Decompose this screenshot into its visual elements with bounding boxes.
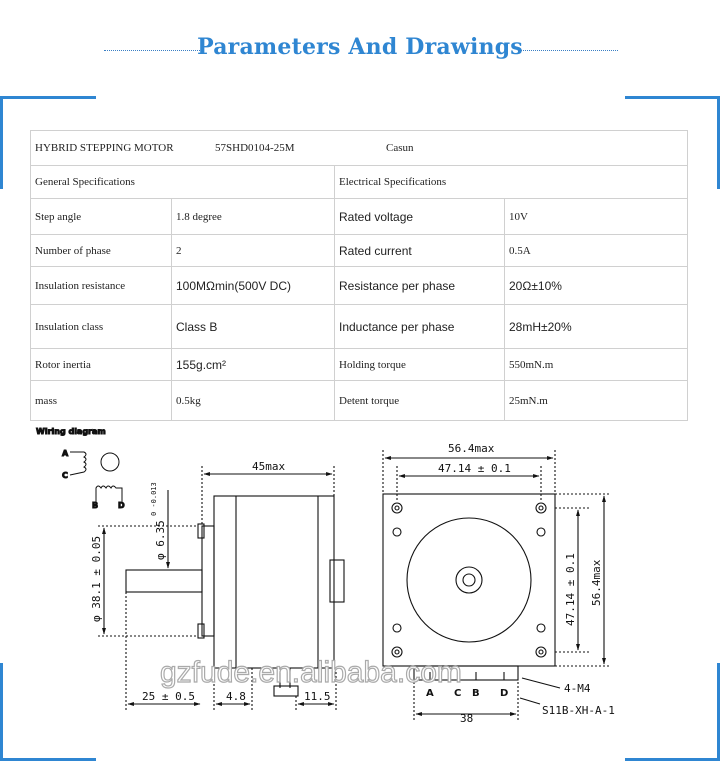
spec-label: Detent torque bbox=[335, 381, 505, 421]
table-row bbox=[31, 267, 688, 305]
dim-width-max: 56.4max bbox=[448, 442, 495, 455]
coil-ac-icon bbox=[70, 452, 86, 475]
spec-label: Number of phase bbox=[31, 235, 172, 267]
flange bbox=[202, 526, 214, 636]
wire-label-a: A bbox=[62, 449, 69, 458]
spec-value: 100MΩmin(500V DC) bbox=[172, 267, 335, 305]
spec-value: 550mN.m bbox=[505, 349, 688, 381]
product-header-cell bbox=[31, 131, 688, 166]
spec-label: Insulation resistance bbox=[31, 267, 172, 305]
front-flange bbox=[383, 494, 555, 666]
spec-label: Insulation class bbox=[31, 305, 172, 349]
spec-value: 20Ω±10% bbox=[505, 267, 688, 305]
shaft-circle bbox=[456, 567, 482, 593]
spec-value: Class B bbox=[172, 305, 335, 349]
shaft-end bbox=[463, 574, 475, 586]
spec-value: 28mH±20% bbox=[505, 305, 688, 349]
table-row-header bbox=[31, 131, 688, 166]
spec-value: 10V bbox=[505, 199, 688, 235]
wiring-diagram bbox=[36, 427, 125, 510]
spec-table bbox=[30, 130, 688, 421]
table-row-sections bbox=[31, 166, 688, 199]
shaft bbox=[126, 570, 202, 592]
spec-label: Inductance per phase bbox=[335, 305, 505, 349]
coil-bd-icon bbox=[96, 486, 122, 502]
table-row bbox=[31, 235, 688, 267]
corner-top-right-h bbox=[625, 96, 720, 99]
spec-label: Rated voltage bbox=[335, 199, 505, 235]
motor-body bbox=[214, 496, 334, 668]
dim-connector-width: 38 bbox=[460, 712, 474, 725]
wire-label-c: C bbox=[62, 471, 68, 480]
dim-hole-spacing: 47.14 ± 0.1 bbox=[438, 462, 511, 475]
wire-label-b: B bbox=[92, 501, 99, 510]
table-row bbox=[31, 305, 688, 349]
dim-holes: 4-M4 bbox=[564, 682, 591, 695]
spec-value: 155g.cm² bbox=[172, 349, 335, 381]
technical-drawing bbox=[0, 420, 720, 755]
rotor-symbol-icon bbox=[101, 453, 119, 471]
spec-value: 25mN.m bbox=[505, 381, 688, 421]
general-spec-heading: General Specifications bbox=[31, 166, 335, 199]
spec-value: 2 bbox=[172, 235, 335, 267]
watermark: gzfude.en.alibaba.com bbox=[160, 656, 462, 689]
corner-top-left-h bbox=[0, 96, 96, 99]
wire-label-d: D bbox=[118, 501, 125, 510]
spec-value: 1.8 degree bbox=[172, 199, 335, 235]
title-rule-right bbox=[518, 50, 618, 51]
pin-label-a: A bbox=[426, 688, 434, 699]
spec-label: Rotor inertia bbox=[31, 349, 172, 381]
dim-shaft-tolerance: 0 -0.013 bbox=[150, 482, 158, 516]
spec-label: Resistance per phase bbox=[335, 267, 505, 305]
dim-flange: 4.8 bbox=[226, 690, 246, 703]
dim-height-max: 56.4max bbox=[590, 559, 603, 606]
table-row bbox=[31, 199, 688, 235]
spec-label: Rated current bbox=[335, 235, 505, 267]
page-title: Parameters And Drawings bbox=[197, 34, 523, 60]
section-header bbox=[0, 34, 720, 68]
table-row bbox=[31, 349, 688, 381]
product-name: HYBRID STEPPING MOTOR bbox=[35, 142, 174, 154]
spec-label: mass bbox=[31, 381, 172, 421]
pin-label-c: C bbox=[454, 688, 462, 699]
dim-shaft-diameter: φ 6.35 bbox=[154, 520, 167, 560]
product-model: 57SHD0104-25M bbox=[215, 142, 295, 154]
spec-label: Holding torque bbox=[335, 349, 505, 381]
connector-model: S11B-XH-A-1 bbox=[542, 704, 615, 717]
mount-holes bbox=[392, 503, 546, 657]
dim-hole-spacing-vertical: 47.14 ± 0.1 bbox=[564, 553, 577, 626]
wiring-diagram-title: Wiring diagram bbox=[36, 427, 106, 436]
spec-value: 0.5kg bbox=[172, 381, 335, 421]
product-brand: Casun bbox=[386, 142, 414, 154]
spec-label: Step angle bbox=[31, 199, 172, 235]
dim-length: 45max bbox=[252, 460, 286, 473]
dim-pilot-diameter: φ 38.1 ± 0.05 bbox=[90, 535, 103, 622]
pin-label-d: D bbox=[500, 688, 509, 699]
pilot-circle bbox=[407, 518, 531, 642]
table-row bbox=[31, 381, 688, 421]
electrical-spec-heading: Electrical Specifications bbox=[335, 166, 688, 199]
dim-connector-offset: 11.5 bbox=[304, 690, 331, 703]
spec-value: 0.5A bbox=[505, 235, 688, 267]
rear-cap bbox=[330, 560, 344, 602]
corner-top-left-v bbox=[0, 96, 3, 189]
dim-shaft-length: 25 ± 0.5 bbox=[142, 690, 195, 703]
pin-label-b: B bbox=[472, 688, 480, 699]
